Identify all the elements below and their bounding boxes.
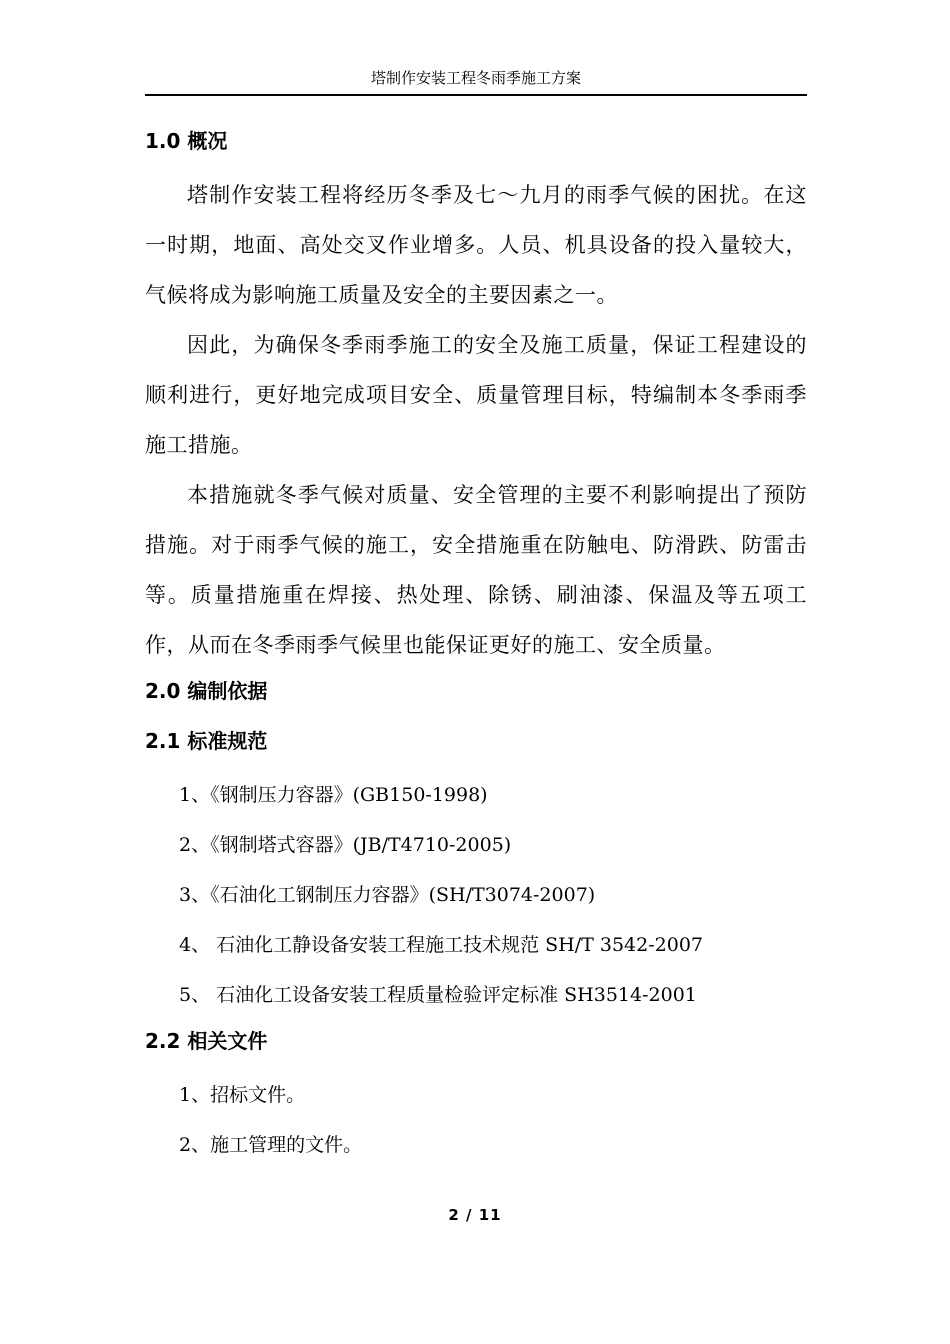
section-heading-overview: 1.0 概况 [145,129,228,153]
related-doc-item: 1、招标文件。 [179,1084,306,1106]
related-doc-item: 2、施工管理的文件。 [179,1134,363,1156]
paragraph-overview-2: 因此，为确保冬季雨季施工的安全及施工质量，保证工程建设的顺利进行，更好地完成项目安全、质量管理目标，特编制本冬季雨季施工措施。 [145,333,807,457]
document-title: 塔制作安装工程冬雨季施工方案 [370,69,581,87]
section-heading-standards: 2.1 标准规范 [145,729,268,753]
standard-item: 1、《钢制压力容器》(GB150-1998) [179,784,488,806]
standard-item: 5、 石油化工设备安装工程质量检验评定标准 SH3514-2001 [179,984,697,1006]
standard-item: 3、《石油化工钢制压力容器》(SH/T3074-2007) [179,884,596,906]
section-heading-related-docs: 2.2 相关文件 [145,1029,268,1053]
paragraph-overview-3: 本措施就冬季气候对质量、安全管理的主要不利影响提出了预防措施。对于雨季气候的施工，安全措施重在防触电、防滑跌、防雷击等。质量措施重在焊接、热处理、除锈、刷油漆、保温及等五项工作，从而在冬季雨季气候里也能保证更好的施工、安全质量。 [145,483,807,657]
page-header [145,66,807,96]
page-number: 2 / 11 [448,1206,502,1224]
section-heading-basis: 2.0 编制依据 [145,679,268,703]
paragraph-overview-1: 塔制作安装工程将经历冬季及七～九月的雨季气候的困扰。在这一时期，地面、高处交叉作业增多。人员、机具设备的投入量较大，气候将成为影响施工质量及安全的主要因素之一。 [145,183,807,307]
standard-item: 2、《钢制塔式容器》(JB/T4710-2005) [179,834,512,856]
standard-item: 4、 石油化工静设备安装工程施工技术规范 SH/T 3542-2007 [179,934,703,956]
document-body [145,120,807,1170]
